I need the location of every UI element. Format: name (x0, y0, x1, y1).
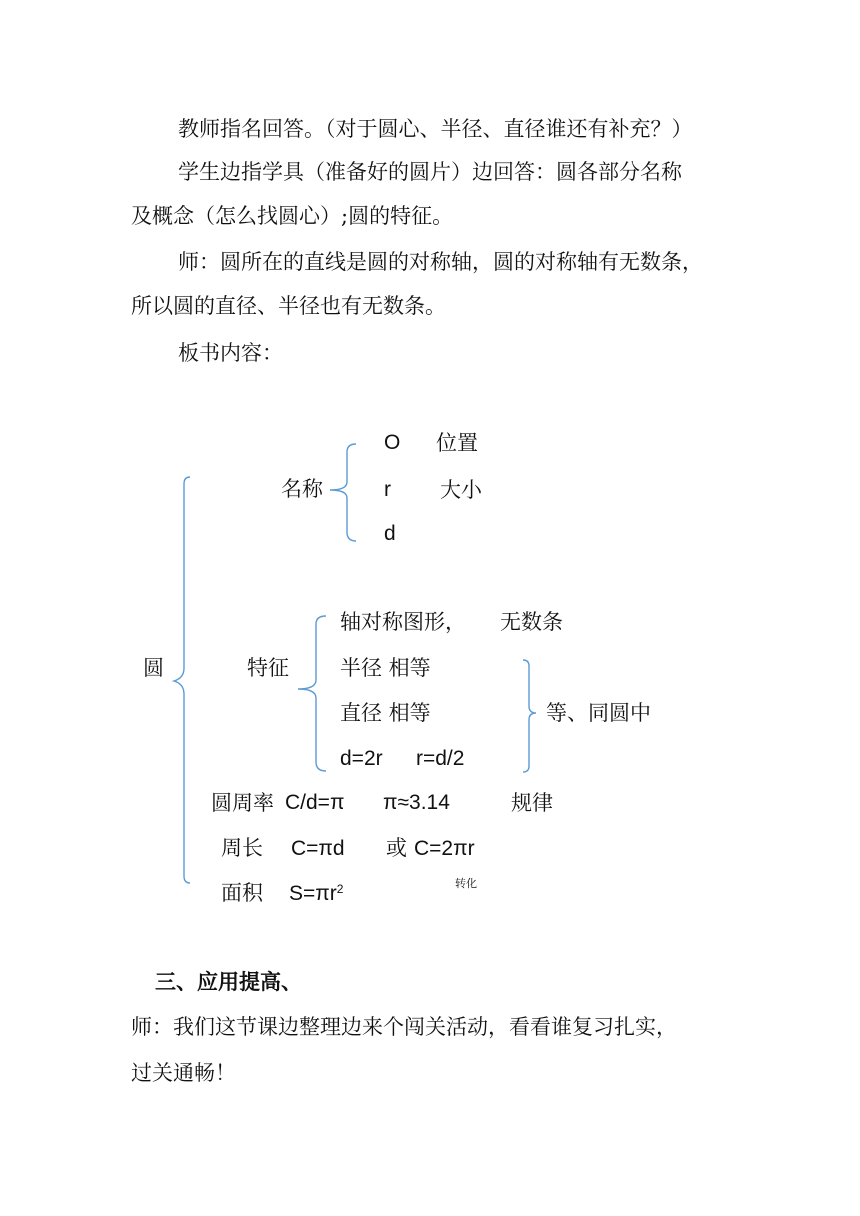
area-note: 转化 (455, 877, 477, 890)
names-label: 名称 (281, 477, 323, 501)
circumference-or: 或 (386, 836, 407, 860)
feature-diameter-equal: 直径 相等 (340, 701, 431, 725)
root-bracket (174, 477, 190, 883)
paragraph-3-line-1: 师：圆所在的直线是圆的对称轴，圆的对称轴有无数条， (178, 250, 703, 274)
area-formula (289, 880, 343, 908)
feature-axis-symmetry: 轴对称图形， (340, 610, 466, 634)
feature-axis-count: 无数条 (500, 610, 563, 634)
pi-approx: π≈3.14 (383, 791, 450, 814)
features-label: 特征 (247, 656, 289, 680)
circumference-label: 周长 (221, 836, 263, 860)
center-o-symbol: O (384, 431, 401, 454)
condition-bracket (523, 660, 536, 772)
paragraph-2-line-2: 及概念（怎么找圆心）;圆的特征。 (131, 204, 454, 228)
section-3-heading: 三、应用提高、 (155, 969, 302, 994)
area-formula-base: S=πr (289, 882, 337, 905)
circumference-formula-2: C=2πr (414, 837, 475, 860)
pi-formula: C/d=π (285, 791, 345, 814)
paragraph-3-line-2: 所以圆的直径、半径也有无数条。 (131, 294, 446, 318)
board-root-label: 圆 (143, 656, 164, 680)
names-bracket (330, 444, 356, 541)
area-label: 面积 (221, 881, 263, 905)
radius-r-symbol: r (384, 478, 391, 501)
radius-r-note: 大小 (440, 478, 482, 502)
pi-note: 规律 (511, 791, 553, 815)
area-formula-exponent: 2 (336, 882, 344, 896)
diameter-d-symbol: d (384, 522, 396, 545)
paragraph-4: 板书内容： (178, 341, 283, 365)
circumference-formula-1: C=πd (291, 837, 345, 860)
feature-r-equals-d-half: r=d/2 (416, 747, 465, 770)
section-3-line-2: 过关通畅！ (131, 1061, 236, 1085)
paragraph-2-line-1: 学生边指学具（准备好的圆片）边回答：圆各部分名称 (178, 160, 682, 184)
feature-d-equals-2r: d=2r (340, 747, 383, 770)
section-3-line-1: 师：我们这节课边整理边来个闯关活动，看看谁复习扎实， (131, 1015, 677, 1039)
features-bracket (298, 616, 326, 771)
paragraph-1: 教师指名回答。（对于圆心、半径、直径谁还有补充？） (178, 117, 693, 141)
center-o-note: 位置 (436, 431, 478, 455)
feature-radius-equal: 半径 相等 (340, 656, 431, 680)
feature-condition: 等、同圆中 (546, 701, 651, 725)
pi-label: 圆周率 (211, 791, 274, 815)
